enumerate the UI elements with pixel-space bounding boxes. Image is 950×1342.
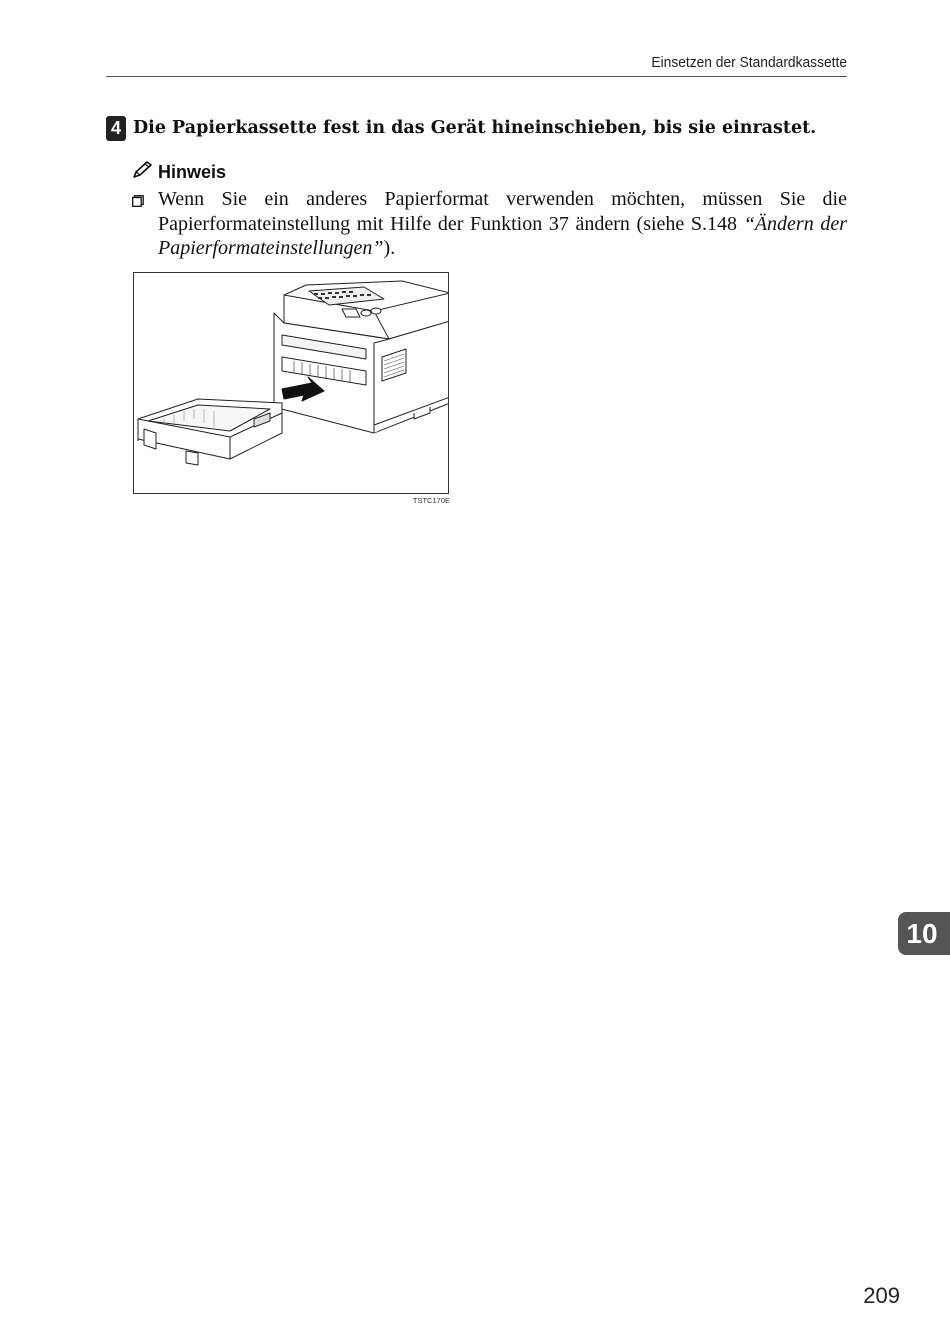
step-instruction: Die Papierkassette fest in das Gerät hineinschieben, bis sie einrastet. (133, 118, 817, 138)
note-text-end: ). (383, 237, 396, 259)
figure-fax-paper-cassette (133, 272, 449, 494)
note-title: Hinweis (158, 162, 227, 182)
step-number-badge (106, 116, 126, 141)
chapter-tab-label: 10 (906, 918, 938, 949)
pencil-icon (131, 160, 155, 180)
step-number: 4 (110, 118, 121, 138)
note-text: Wenn Sie ein anderes Papierformat verwenden möchten, müssen Sie die Papierformateinstellung mit Hilfe der Funktion 37 ändern (siehe S.148 (158, 188, 847, 235)
chapter-tab[interactable] (898, 912, 950, 955)
running-header: Einsetzen der Standardkassette (651, 54, 847, 71)
header-rule (106, 76, 847, 77)
fax-machine-illustration (134, 273, 449, 494)
note-body (158, 187, 847, 261)
figure-code: TSTC170E (412, 496, 450, 505)
checkbox-icon (132, 195, 144, 207)
page-number: 209 (863, 1283, 900, 1308)
cross-reference-link[interactable]: “Ändern der Papierformateinstellungen” (158, 212, 847, 259)
